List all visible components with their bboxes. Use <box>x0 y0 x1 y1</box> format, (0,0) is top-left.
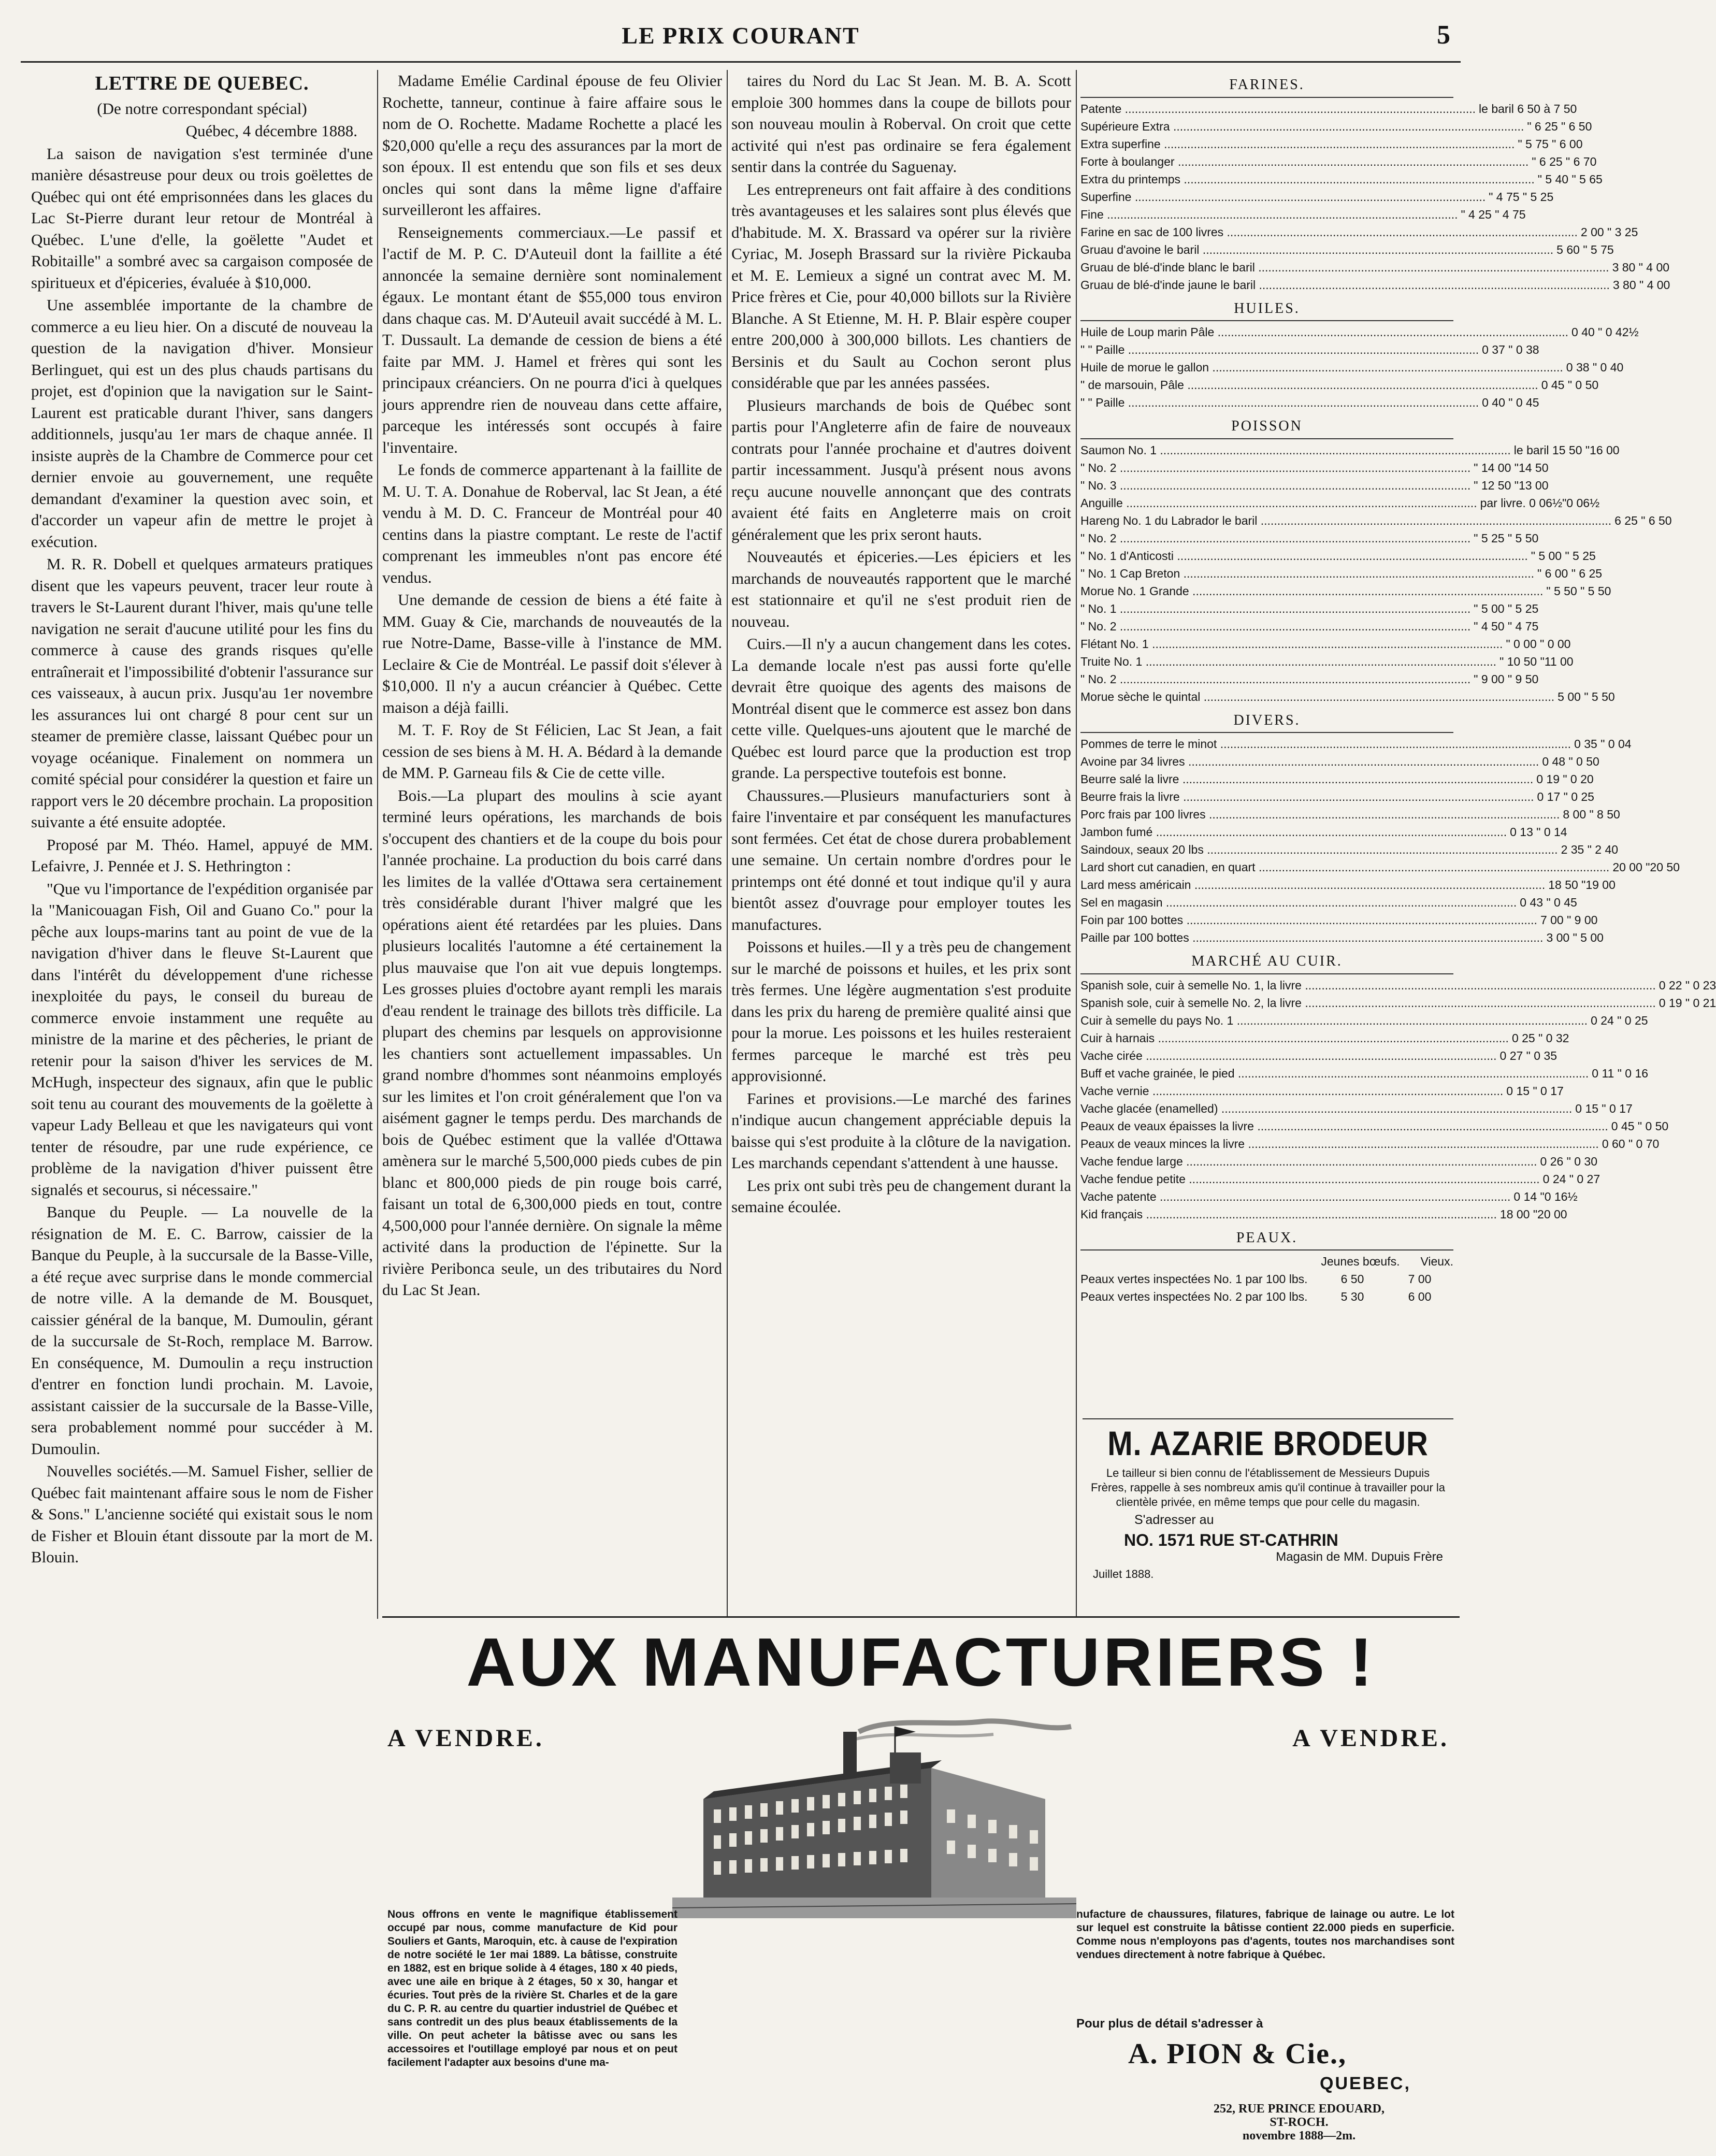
price-label: Peaux de veaux minces la livre ..... <box>1080 1135 1599 1153</box>
ad-address-intro: S'adresser au <box>1134 1513 1214 1527</box>
price-label: Vache fendue petite ..... <box>1080 1170 1540 1188</box>
price-row <box>1080 170 1603 188</box>
price-value: 2 35 " 2 40 <box>1561 843 1619 856</box>
price-row <box>1080 653 1574 670</box>
ad-date: Juillet 1888. <box>1093 1568 1154 1580</box>
price-label: Foin par 100 bottes ..... <box>1080 911 1537 929</box>
price-row <box>1080 858 1680 876</box>
price-row <box>1080 753 1599 770</box>
price-row <box>1080 512 1672 529</box>
section-divers: DIVERS. <box>1080 710 1453 734</box>
price-row <box>1080 1117 1669 1135</box>
price-value: 0 14 "0 16½ <box>1513 1189 1578 1203</box>
peaux-col-vieux: Vieux. <box>1420 1255 1453 1268</box>
price-label: Gruau d'avoine le baril ..... <box>1080 241 1553 258</box>
price-value: par livre. 0 06½"0 06½ <box>1480 496 1600 510</box>
price-label: Cuir à harnais ..... <box>1080 1029 1509 1047</box>
price-value: " 5 25 " 5 50 <box>1474 531 1539 545</box>
price-row <box>1080 341 1539 358</box>
price-row <box>1080 223 1638 241</box>
page-number: 5 <box>1437 20 1450 50</box>
price-value: 0 24 " 0 25 <box>1591 1013 1648 1027</box>
price-value: " 14 00 "14 50 <box>1474 461 1549 475</box>
column-rule <box>1076 70 1077 1616</box>
price-value: 0 45 " 0 50 <box>1611 1119 1669 1133</box>
price-value: le baril 15 50 "16 00 <box>1513 443 1620 457</box>
price-row <box>1080 976 1716 994</box>
price-label: Morue No. 1 Grande ..... <box>1080 582 1543 600</box>
section-farines: FARINES. <box>1080 74 1453 98</box>
price-value: 0 40 " 0 42½ <box>1571 325 1639 339</box>
price-value: " 4 50 " 4 75 <box>1474 619 1539 633</box>
price-value: 0 19 " 0 20 <box>1536 772 1594 786</box>
price-value: 0 38 " 0 40 <box>1566 361 1624 374</box>
divers-rows <box>1080 735 1680 946</box>
price-label: Vache fendue large ..... <box>1080 1153 1537 1170</box>
price-row <box>1080 323 1639 341</box>
section-cuir: MARCHÉ AU CUIR. <box>1080 951 1453 974</box>
price-label: Cuir à semelle du pays No. 1 ..... <box>1080 1012 1588 1029</box>
price-row <box>1080 529 1539 547</box>
running-head <box>21 16 1461 57</box>
for-sale-label: A VENDRE. <box>387 1724 544 1752</box>
price-value: " 10 50 "11 00 <box>1499 654 1574 668</box>
price-row <box>1080 358 1624 376</box>
huiles-rows <box>1080 323 1639 411</box>
paragraph: Banque du Peuple. — La nouvelle de la résignation de M. E. C. Barrow, caissier de la Banque du Peuple, à la succursale de la Basse-Ville, a été reçue avec surprise dans le monde commercial de notre ville. A la demande de M. Bousquet, caissier général de la banque, M. Dumoulin, gérant de la succursale de St-Roch, remplace M. Barrow. En conséquence, M. Dumoulin a reçu instruction d'entrer en fonction lundi prochain. M. Lavoie, assistant caissier de la succursale de la Basse-Ville, sera probablement nommé pour succéder à M. Dumoulin. <box>31 1203 373 1458</box>
column-2 <box>382 70 722 1299</box>
price-value: 0 13 " 0 14 <box>1510 825 1567 839</box>
price-row <box>1080 459 1549 477</box>
ad-street-address <box>1180 2102 1418 2143</box>
article-dateline: Québec, 4 décembre 1888. <box>185 122 357 140</box>
paragraph: Bois.—La plupart des moulins à scie ayant terminé leurs opérations, les marchands de bois s'occupent des chantiers et de la coupe du bois pour l'année prochaine. La production du bois carré dans les limites de la vallée d'Ottawa sera certainement très considérable durant l'hiver malgré que les opérations aient été retardées par les pluies. Dans plusieurs localités l'automne a été certainement la plus mauvaise que l'on ait vue depuis longtemps. Les grosses pluies d'octobre ayant rempli les marais d'eau rendent le trainage des billots très difficile. La plupart des chemins par lesquels on approvisionne les chantiers sont actuellement impassables. Un grand nombre d'hommes sont néanmoins employés sur les limites et l'on croit généralement que l'on va aisément gagner le temps perdu. Des marchands de bois de Québec estiment que la vallée d'Ottawa amènera sur le marché 5,500,000 pieds cubes de pin blanc et 800,000 pieds de pin rouge bois carré, faisant un total de 6,300,000 pieds en tout, contre 4,500,000 pour l'année dernière. On signale la même activité dans la production de l'épinette. Sur la rivière Peribonca seule, un des tributaires du Nord du Lac St Jean. <box>382 786 722 1299</box>
price-row <box>1080 670 1539 688</box>
price-row <box>1080 118 1592 135</box>
price-label: Saumon No. 1 ..... <box>1080 441 1511 459</box>
price-value: " 5 50 " 5 50 <box>1546 584 1611 598</box>
price-label: Anguille ..... <box>1080 494 1477 512</box>
poisson-rows <box>1080 441 1672 706</box>
price-row <box>1080 582 1611 600</box>
price-value: 3 80 " 4 00 <box>1612 260 1670 274</box>
price-value: 0 35 " 0 04 <box>1574 737 1632 751</box>
price-value: 0 26 " 0 30 <box>1540 1154 1598 1168</box>
price-row <box>1080 635 1571 653</box>
price-label: Gruau de blé-d'inde blanc le baril ..... <box>1080 258 1609 276</box>
price-label: Patente ..... <box>1080 100 1476 118</box>
price-row <box>1080 1205 1567 1223</box>
price-label: Morue sèche le quintal ..... <box>1080 688 1554 706</box>
ad-street: 252, RUE PRINCE EDOUARD, <box>1213 2102 1385 2116</box>
price-value: 0 27 " 0 35 <box>1499 1048 1557 1062</box>
paragraph: Une demande de cession de biens a été faite à MM. Guay & Cie, marchands de nouveautés de la rue Notre-Dame, Basse-ville à l'instance de MM. Leclaire & Cie de Montréal. Le passif doit s'élever à $10,000. Il n'y a aucun créancier à Québec. Cette maison a déjà failli. <box>382 591 722 716</box>
price-label: Vache patente ..... <box>1080 1188 1510 1205</box>
paragraph: Renseignements commerciaux.—Le passif et l'actif de M. P. C. D'Auteuil dont la faillite a été annoncée la semaine dernière sont nominalement égaux. Le montant étant de $55,000 tous environ dans chaque cas. M. D'Auteuil avait succédé à M. L. T. Dussault. La demande de cession de biens a été faite par MM. J. Hamel et frères qui sont les principaux créanciers. On ne pourra d'ici à quelques jours apprendre rien de nouveau dans cette affaire, parceque les intéressés sont occupés à faire l'inventaire. <box>382 223 722 456</box>
price-label: Paille par 100 bottes ..... <box>1080 929 1543 946</box>
ad-store: Magasin de MM. Dupuis Frère <box>1276 1550 1443 1564</box>
price-row <box>1080 823 1567 841</box>
price-label: Truite No. 1 ..... <box>1080 653 1496 670</box>
price-label: Beurre frais la livre ..... <box>1080 788 1534 806</box>
price-value: " 12 50 "13 00 <box>1474 478 1549 492</box>
price-label: Extra du printemps ..... <box>1080 170 1535 188</box>
price-label: Lard mess américain ..... <box>1080 876 1545 894</box>
price-value: le baril 6 50 à 7 50 <box>1479 102 1577 116</box>
price-label: Spanish sole, cuir à semelle No. 1, la livre ..... <box>1080 976 1656 994</box>
price-row <box>1080 894 1577 911</box>
price-value: " 5 40 " 5 65 <box>1537 172 1603 186</box>
peaux-value: 6 50 <box>1340 1272 1364 1286</box>
price-row <box>1080 376 1599 394</box>
ad-firm-name: A. PION & Cie., <box>1128 2038 1347 2070</box>
price-value: 0 45 " 0 50 <box>1541 378 1599 392</box>
price-row <box>1080 153 1597 170</box>
paragraph: Le fonds de commerce appartenant à la faillite de M. U. T. A. Donahue de Roberval, lac St Jean, a été vendu à M. D. C. Franceur de Montréal pour 40 centins dans la piastre comptant. Le reste de l'actif comprenant les immeubles n'ont pas encore été vendus. <box>382 461 722 586</box>
column-rule <box>727 70 728 1616</box>
section-peaux: PEAUX. <box>1080 1227 1453 1251</box>
price-label: Gruau de blé-d'inde jaune le baril ..... <box>1080 276 1610 294</box>
price-label: " No. 3 ..... <box>1080 477 1470 494</box>
price-row <box>1080 206 1526 223</box>
price-label: Pommes de terre le minot ..... <box>1080 735 1571 753</box>
paragraph: M. R. R. Dobell et quelques armateurs pratiques disent que les vapeurs peuvent, tracer leur route à travers le St-Laurent durant l'hiver, mais qu'une telle navigation ne serait d'aucune utilité pour les fins du commerce à cause des grands risques qu'elle entraînerait et l'impossibilité d'obtenir l'assurance sur ces vaisseaux, à aucun prix. Jusqu'au 1er novembre les assurances lui ont chargé 8 pour cent sur un steamer de première classe, laissant Québec pour un voyage océanique. Finalement on nommera un comité spécial pour considérer la question et faire un rapport vers le 20 décembre prochain. La proposition suivante a été ensuite adoptée. <box>31 555 373 831</box>
price-row <box>1080 477 1549 494</box>
price-row <box>1080 1135 1660 1153</box>
price-row <box>1080 770 1594 788</box>
ad-offer-text: Nous offrons en vente le magnifique établissement occupé par nous, comme manufacture de Kid pour Souliers et Gants, Maroquin, etc. à cause de l'expiration de notre société le 1er mai 1889. La bâtisse, construite en 1882, est en brique solide à 4 étages, 180 x 40 pieds, avec une aile en brique à 2 étages, 50 x 30, hangar et écuries. Tout près de la rivière St. Charles et de la gare du C. P. R. au centre du quartier industriel de Québec et sans contredit un des plus beaux établissements de la ville. On peut acheter la bâtisse avec ou sans les accessoires et l'outillage employé par nous et on peut facilement l'adapter aux besoins d'une ma- <box>387 1908 677 2068</box>
paragraph: "Que vu l'importance de l'expédition organisée par la "Manicouagan Fish, Oil and Guano Co." pour la pêche aux loups-marins tant au point de vue de la navigation d'hiver dans le fleuve St-Laurent que dans l'intérêt du développement d'une richesse inexploitée du pays, le conseil du bureau de commerce envoie instamment une requête au ministre de la marine et des pêcheries, le priant de retenir pour la saison d'hiver les services de M. McHugh, inspecteur des signaux, afin que le public soit tenu au courant des mouvements de la goëlette à vapeur Lady Belleau et que les navigateurs qui vont tenter de résoudre, par une rude expérience, ce problème de la navigation d'hiver puissent être signalés et secourus, si nécessaire." <box>31 879 373 1199</box>
price-value: 20 00 "20 50 <box>1612 860 1680 874</box>
farines-rows <box>1080 100 1670 294</box>
paragraph: Nouvelles sociétés.—M. Samuel Fisher, sellier de Québec fait maintenant affaire sous le nom de Fisher & Sons." L'ancienne société qui existait sous le nom de Fisher et Blouin étant dissoute par la mort de M. Blouin. <box>31 1462 373 1566</box>
paragraph: Les prix ont subi très peu de changement durant la semaine écoulée. <box>731 1176 1071 1216</box>
peaux-label: Peaux vertes inspectées No. 2 par 100 lbs. <box>1080 1290 1308 1303</box>
peaux-col-jeunes: Jeunes bœufs. <box>1321 1255 1400 1268</box>
paragraph: Une assemblée importante de la chambre de commerce a eu lieu hier. On a discuté de nouveau la question de la navigation d'hiver. Monsieur Berlinguet, qui est un des plus chauds partisans du projet, est d'opinion que la navigation sur le Saint-Laurent est praticable durant l'hiver, sans dangers additionnels, jusqu'au 1er mars de chaque année. Il insiste auprès de la Chambre de Commerce pour cet dernier envoie au gouvernement, une requête demandant d'examiner la question avec soin, et d'accorder un vapeur afin de mettre le projet à exécution. <box>31 296 373 551</box>
price-label: Avoine par 34 livres ..... <box>1080 753 1539 770</box>
price-label: Vache cirée ..... <box>1080 1047 1497 1065</box>
price-value: 0 40 " 0 45 <box>1482 396 1539 409</box>
paragraph: La saison de navigation s'est terminée d'une manière désastreuse pour deux ou trois goëlettes de Québec qui ont été emprisonnées dans les glaces du Lac St-Pierre durant leur retour de Montréal à Québec. L'une d'elle, la goëlette "Audet et Robitaille" a sombré avec sa cargaison composée de spiritueux et d'épiceries, évaluée à $10,000. <box>31 144 373 292</box>
for-sale-label: A VENDRE. <box>1292 1724 1449 1752</box>
price-row <box>1080 441 1620 459</box>
price-row <box>1080 1153 1598 1170</box>
paragraph: M. T. F. Roy de St Félicien, Lac St Jean, a fait cession de ses biens à M. H. A. Bédard à la demande de MM. P. Garneau fils & Cie de cette ville. <box>382 721 722 782</box>
price-value: 8 00 " 8 50 <box>1563 808 1620 821</box>
price-label: Forte à boulanger ..... <box>1080 153 1528 170</box>
price-label: Vache vernie ..... <box>1080 1082 1503 1100</box>
ad-city: QUEBEC, <box>1320 2074 1411 2093</box>
price-label: " No. 2 ..... <box>1080 670 1470 688</box>
price-value: 0 25 " 0 32 <box>1511 1031 1569 1045</box>
price-value: " 5 00 " 5 25 <box>1531 549 1596 563</box>
price-value: " 6 25 " 6 50 <box>1527 119 1592 133</box>
price-label: Spanish sole, cuir à semelle No. 2, la livre ..... <box>1080 994 1656 1012</box>
section-huiles: HUILES. <box>1080 298 1453 322</box>
price-list <box>1080 70 1716 1303</box>
ad-address: NO. 1571 RUE ST-CATHRIN <box>1124 1531 1338 1549</box>
price-value: 0 17 " 0 25 <box>1537 790 1594 803</box>
price-row <box>1080 929 1604 946</box>
price-row <box>1080 100 1577 118</box>
price-label: " No. 1 ..... <box>1080 600 1470 617</box>
price-row <box>1080 394 1539 411</box>
column-3 <box>731 70 1071 1267</box>
price-row <box>1080 135 1583 153</box>
price-row <box>1080 1029 1569 1047</box>
article-heading: LETTRE DE QUEBEC. <box>95 73 309 94</box>
price-row <box>1080 806 1620 823</box>
ad-name: M. AZARIE BRODEUR <box>1107 1424 1429 1462</box>
price-label: Huile de Loup marin Pâle ..... <box>1080 323 1568 341</box>
price-value: " 4 75 " 5 25 <box>1489 190 1554 204</box>
price-row <box>1080 565 1603 582</box>
ad-date: novembre 1888—2m. <box>1242 2129 1356 2143</box>
price-label: Extra superfine ..... <box>1080 135 1515 153</box>
price-value: 2 00 " 3 25 <box>1580 225 1638 239</box>
price-label: Jambon fumé ..... <box>1080 823 1507 841</box>
ad-quarter: ST-ROCH. <box>1270 2116 1329 2129</box>
price-value: 3 00 " 5 00 <box>1546 931 1604 944</box>
price-label: Peaux de veaux épaisses la livre ..... <box>1080 1117 1608 1135</box>
column-rule <box>377 70 378 1619</box>
price-label: Flétant No. 1 ..... <box>1080 635 1503 653</box>
paragraph: Plusieurs marchands de bois de Québec sont partis pour l'Angleterre afin de faire de nouveaux contrats pour l'année prochaine et d'autres doivent partir incessamment. Jusqu'à présent nous avons reçu aucune nouvelle annonçant que des contrats avaient été faits en Angleterre mais on croit généralement que les prix seront hauts. <box>731 396 1071 543</box>
price-label: " de marsouin, Pâle ..... <box>1080 376 1538 394</box>
price-value: 0 15 " 0 17 <box>1575 1101 1633 1115</box>
cuir-rows <box>1080 976 1716 1223</box>
price-value: " 6 25 " 6 70 <box>1532 154 1597 168</box>
price-value: " 0 00 " 0 00 <box>1506 637 1571 651</box>
price-label: " " Paille ..... <box>1080 394 1479 411</box>
price-row <box>1080 788 1594 806</box>
section-poisson: POISSON <box>1080 415 1453 439</box>
ad-offer-text-continued: nufacture de chaussures, filatures, fabrique de lainage ou autre. Le lot sur lequel est construite la bâtisse contient 22.000 pieds en superficie. Comme nous n'employons pas d'agents, toutes nos marchandises sont vendues directement à notre fabrique à Québec. <box>1076 1908 1454 1961</box>
price-label: " No. 2 ..... <box>1080 617 1470 635</box>
price-value: 0 11 " 0 16 <box>1592 1066 1649 1080</box>
paragraph: Cuirs.—Il n'y a aucun changement dans les cotes. La demande locale n'est pas aussi forte qu'elle devrait être quoique des agents des maisons de Montréal disent que le commerce est assez bon dans cette ville. Quelques-uns ajoutent que le marché de Québec est lourd parce que la production est trop grande. La perspective toutefois est bonne. <box>731 635 1071 782</box>
price-row <box>1080 494 1600 512</box>
price-row <box>1080 994 1716 1012</box>
price-value: " 4 25 " 4 75 <box>1461 207 1526 221</box>
price-row <box>1080 841 1619 858</box>
paragraph: Proposé par M. Théo. Hamel, appuyé de MM. Lefaivre, J. Pennée et J. S. Hethrington : <box>31 835 373 875</box>
price-row <box>1080 1188 1578 1205</box>
price-value: " 5 75 " 6 00 <box>1518 137 1583 151</box>
price-row <box>1080 1065 1649 1082</box>
peaux-label: Peaux vertes inspectées No. 1 par 100 lbs. <box>1080 1272 1308 1286</box>
price-value: 0 43 " 0 45 <box>1520 896 1577 909</box>
price-value: 0 15 " 0 17 <box>1506 1084 1564 1098</box>
price-value: 18 00 "20 00 <box>1499 1207 1567 1221</box>
price-row <box>1080 617 1539 635</box>
article-subheading: (De notre correspondant spécial) <box>97 99 307 118</box>
price-row <box>1080 1170 1600 1188</box>
price-row <box>1080 1082 1564 1100</box>
price-label: " No. 2 ..... <box>1080 529 1470 547</box>
price-label: " No. 2 ..... <box>1080 459 1470 477</box>
price-label: Kid français ..... <box>1080 1205 1497 1223</box>
price-label: " " Paille ..... <box>1080 341 1479 358</box>
price-label: " No. 1 d'Anticosti ..... <box>1080 547 1528 565</box>
price-label: Vache glacée (enamelled) ..... <box>1080 1100 1572 1117</box>
price-value: " 9 00 " 9 50 <box>1474 672 1539 686</box>
price-label: Superfine ..... <box>1080 188 1486 206</box>
peaux-value: 5 30 <box>1340 1290 1364 1303</box>
price-value: 0 48 " 0 50 <box>1542 755 1599 768</box>
column-1 <box>31 70 373 1624</box>
price-row <box>1080 547 1596 565</box>
price-label: Buff et vache grainée, le pied ..... <box>1080 1065 1589 1082</box>
price-value: " 6 00 " 6 25 <box>1537 566 1603 580</box>
price-label: Lard short cut canadien, en quart ..... <box>1080 858 1609 876</box>
price-row <box>1080 688 1615 706</box>
price-row <box>1080 276 1670 294</box>
paragraph: taires du Nord du Lac St Jean. M. B. A. Scott emploie 300 hommes dans la coupe de billots pour son nouveau moulin à Roberval. On croit que cette activité qui n'est pas ordinaire se fera également sentir dans la contrée du Saguenay. <box>731 71 1071 176</box>
ad-body: Le tailleur si bien connu de l'établissement de Messieurs Dupuis Frères, rappelle à ses nombreux amis qu'il continue à travailler pour la clientèle privée, en même temps que pour celle du magasin. <box>1090 1467 1446 1508</box>
newspaper-title: LE PRIX COURANT <box>622 22 860 49</box>
price-row <box>1080 1047 1557 1065</box>
price-label: Beurre salé la livre ..... <box>1080 770 1533 788</box>
manufacturers-advertisement <box>382 1616 1460 2146</box>
price-label: Supérieure Extra ..... <box>1080 118 1524 135</box>
price-value: 18 50 "19 00 <box>1548 878 1616 892</box>
price-label: Fine ..... <box>1080 206 1458 223</box>
price-label: Saindoux, seaux 20 lbs ..... <box>1080 841 1558 858</box>
paragraph: Nouveautés et épiceries.—Les épiciers et les marchands de nouveautés rapportent que le marché est stationnaire et qu'il ne s'est produit rien de nouveau. <box>731 548 1071 630</box>
price-value: 0 19 " 0 21 <box>1659 996 1716 1010</box>
price-value: 0 37 " 0 38 <box>1482 343 1539 356</box>
peaux-value: 6 00 <box>1408 1290 1432 1303</box>
head-rule <box>21 61 1461 63</box>
paragraph: Farines et provisions.—Le marché des farines n'indique aucun changement appréciable depuis la baisse qui s'est produite à la clôture de la navigation. Les marchands cependant s'attendent à une hausse. <box>731 1089 1071 1172</box>
peaux-row <box>1080 1288 1453 1305</box>
price-row <box>1080 1100 1633 1117</box>
price-value: 5 00 " 5 50 <box>1558 689 1615 703</box>
paragraph: Poissons et huiles.—Il y a très peu de changement sur le marché de poissons et huiles, et les prix sont très fermes. Une légère augmentation s'est produite dans les prix du hareng de première qualité ainsi que pour la morue. Les poissons et les huiles resteraient fermes parceque le marché est très peu approvisionné. <box>731 938 1071 1085</box>
peaux-row <box>1080 1270 1453 1288</box>
brodeur-advertisement <box>1083 1418 1453 1581</box>
price-row <box>1080 258 1670 276</box>
price-row <box>1080 1012 1648 1029</box>
price-row <box>1080 600 1539 617</box>
peaux-column-heads <box>1080 1253 1453 1270</box>
price-label: Hareng No. 1 du Labrador le baril ..... <box>1080 512 1611 529</box>
price-value: 7 00 " 9 00 <box>1540 913 1598 927</box>
price-value: 0 24 " 0 27 <box>1542 1172 1600 1186</box>
price-label: Huile de morue le gallon ..... <box>1080 358 1563 376</box>
price-label: Farine en sac de 100 livres ..... <box>1080 223 1578 241</box>
price-value: " 5 00 " 5 25 <box>1474 601 1539 615</box>
paragraph: Madame Emélie Cardinal épouse de feu Olivier Rochette, tanneur, continue à faire affaire sous le nom de O. Rochette. Madame Rochette a placé les $20,000 qu'elle a reçu des assurances par la mort de son époux. Il est entendu que son fils et ses deux oncles qui sont dans la même ligne d'affaire surveilleront les affaires. <box>382 71 722 219</box>
price-value: 0 22 " 0 23 <box>1659 978 1716 992</box>
price-row <box>1080 188 1554 206</box>
price-value: 0 60 " 0 70 <box>1602 1137 1660 1151</box>
factory-engraving <box>672 1711 1076 1918</box>
paragraph: Chaussures.—Plusieurs manufacturiers sont à faire l'inventaire et par conséquent les manufactures sont fermées. Cet état de chose durera probablement une semaine. Un certain nombre d'ordres pour le printemps ont été donné et tout indique qu'il y aura bientôt assez d'ouvrage pour employer toutes les manufactures. <box>731 786 1071 933</box>
price-row <box>1080 911 1598 929</box>
price-value: 5 60 " 5 75 <box>1556 242 1614 256</box>
peaux-value: 7 00 <box>1408 1272 1432 1286</box>
ad-headline: AUX MANUFACTURIERS ! <box>466 1624 1376 1700</box>
price-value: 3 80 " 4 00 <box>1612 278 1670 292</box>
price-row <box>1080 241 1614 258</box>
price-row <box>1080 735 1632 753</box>
price-label: " No. 1 Cap Breton ..... <box>1080 565 1534 582</box>
price-value: 6 25 " 6 50 <box>1614 513 1672 527</box>
ad-detail-line: Pour plus de détail s'adresser à <box>1076 2017 1263 2031</box>
paragraph: Les entrepreneurs ont fait affaire à des conditions très avantageuses et les salaires sont plus élevés que d'habitude. M. X. Brassard va opérer sur la rivière Cyriac, M. Joseph Brassard sur la rivière Pickauba et M. E. Lemieux a signé un contrat avec M. M. Price frères et Cie, pour 40,000 billots sur la Rivière Blanche. A St Etienne, M. H. P. Blair espère couper entre 200,000 à 300,000 billots. Les chantiers de Bersinis et du Sault au Cochon seront plus considérable que par les années passées. <box>731 180 1071 392</box>
price-row <box>1080 876 1616 894</box>
price-label: Porc frais par 100 livres ..... <box>1080 806 1560 823</box>
price-label: Sel en magasin ..... <box>1080 894 1517 911</box>
